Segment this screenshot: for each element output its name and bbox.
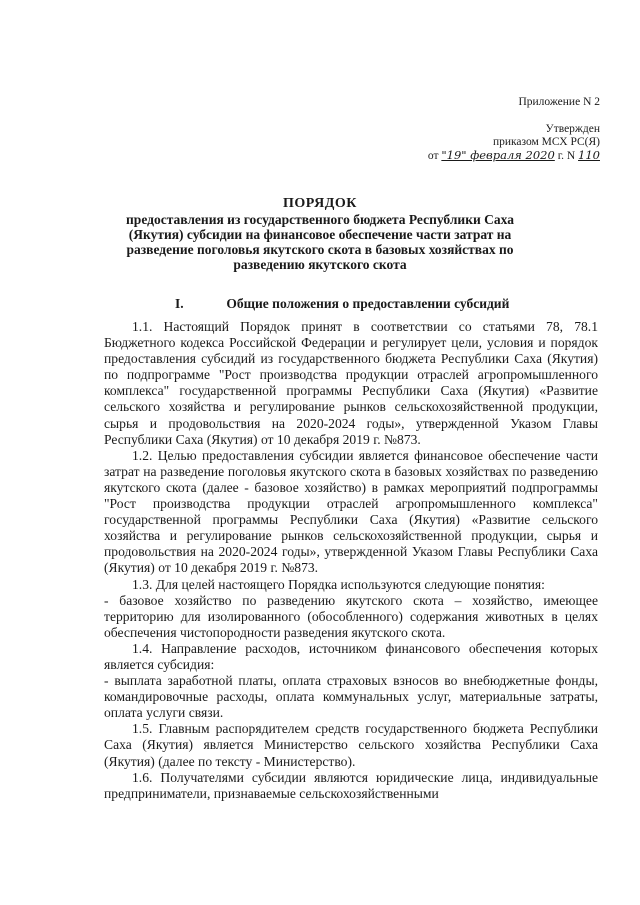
number-prefix: г. N: [557, 150, 576, 162]
definition-item: - базовое хозяйство по разведению якутского скота – хозяйство, имеющее территорию для изолированного (обособленного) содержания животных в целях обеспечения чистопородности разведения якутского скота.: [104, 592, 598, 640]
section-heading: [175, 296, 509, 312]
document-title: ПОРЯДОК: [283, 196, 357, 211]
paragraph-1-3: 1.3. Для целей настоящего Порядка используются следующие понятия:: [132, 576, 545, 592]
paragraph-1-4: 1.4. Направление расходов, источником финансового обеспечения которых является субсидия:: [104, 640, 598, 672]
document-body: [104, 319, 598, 802]
document-subtitle: предоставления из государственного бюджета Республики Саха (Якутия) субсидии на финансовое обеспечение части затрат на разведение поголовья якутского скота в базовых хозяйствах по разведению якутского скота: [126, 212, 514, 272]
section-number: I.: [175, 296, 184, 311]
handwritten-date: "19" февраля 2020: [441, 148, 555, 162]
paragraph-1-1: 1.1. Настоящий Порядок принят в соответствии со статьями 78, 78.1 Бюджетного кодекса Российской Федерации и регулирует цели, условия и порядок предоставления субсидий из государственного бюджета Республики Саха (Якутия) по подпрограмме "Рост производства продукции отраслей агропромышленного комплекса" государственной программы Республики Саха (Якутия) «Развитие сельского хозяйства и регулирование рынков сельскохозяйственной продукции, сырья и продовольствия на 2020-2024 годы», утвержденной Указом Главы Республики Саха (Якутия) от 10 декабря 2019 г. №873.: [104, 319, 598, 447]
handwritten-number: 110: [578, 148, 600, 162]
paragraph-1-5: 1.5. Главным распорядителем средств государственного бюджета Республики Саха (Якутия) является Министерство сельского хозяйства Республики Саха (Якутия) (далее по тексту - Министерство).: [104, 721, 598, 769]
approval-block: [428, 123, 600, 163]
approval-date-line: [428, 149, 600, 163]
appendix-label: Приложение N 2: [518, 96, 600, 108]
date-prefix: от: [427, 150, 439, 162]
expense-item: - выплата заработной платы, оплата страховых взносов во внебюджетные фонды, командировочные расходы, оплата коммунальных услуг, материальные затраты, оплата услуги связи.: [104, 673, 598, 721]
paragraph-1-6: 1.6. Получателями субсидии являются юридические лица, индивидуальные предприниматели, признаваемые сельскохозяйственными: [104, 769, 598, 801]
paragraph-1-2: 1.2. Целью предоставления субсидии является финансовое обеспечение части затрат на разведение поголовья якутского скота в базовых хозяйствах по разведению якутского скота (далее - базовое хозяйство) в рамках мероприятий подпрограммы "Рост производства продукции отраслей агропромышленного комплекса" государственной программы Республики Саха (Якутия) «Развитие сельского хозяйства и регулирование рынков сельскохозяйственной продукции, сырья и продовольствия на 2020-2024 годы», утвержденной Указом Главы Республики Саха (Якутия) от 10 декабря 2019 г. №873.: [104, 447, 598, 576]
approved-by-order: приказом МСХ РС(Я): [492, 136, 600, 148]
section-title: Общие положения о предоставлении субсидий: [226, 296, 510, 311]
approved-label: Утвержден: [545, 123, 600, 135]
